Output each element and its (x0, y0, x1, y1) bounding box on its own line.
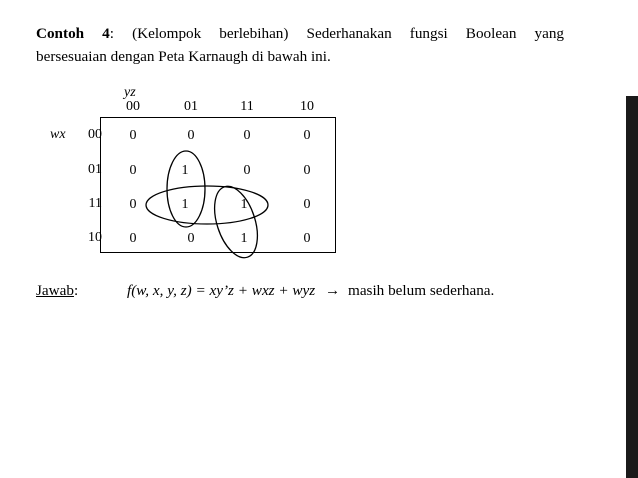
kmap-cell: 0 (129, 231, 137, 246)
kmap-cell: 1 (181, 197, 189, 212)
function-rhs: xy’z + wxz + wyz (209, 282, 316, 299)
function-lhs: f(w, x, y, z) = (127, 282, 210, 299)
row-header-10: 10 (88, 230, 102, 245)
kmap-cell: 0 (243, 128, 251, 143)
row-header-01: 01 (88, 162, 102, 177)
kmap-cell: 0 (303, 231, 311, 246)
kmap-cell: 1 (181, 163, 189, 178)
col-header-10: 10 (300, 99, 314, 114)
col-header-00: 00 (126, 99, 140, 114)
row-header-00: 00 (88, 127, 102, 142)
slide-edge-bar (626, 96, 638, 478)
kmap-cell: 0 (129, 128, 137, 143)
arrow-icon: → (325, 282, 341, 299)
example-label: Contoh 4 (36, 25, 110, 42)
kmap-cell: 0 (129, 163, 137, 178)
kmap-cell: 1 (240, 231, 248, 246)
kmap-cell: 0 (243, 163, 251, 178)
problem-statement (36, 22, 564, 68)
answer-label-text: Jawab (36, 282, 74, 299)
statement-line-1 (36, 22, 564, 45)
row-header-11: 11 (88, 196, 102, 211)
answer-label (36, 281, 78, 301)
answer-note: masih belum sederhana. (348, 282, 495, 299)
col-variable-label: yz (124, 85, 136, 100)
kmap-cell: 0 (187, 128, 195, 143)
answer-colon: : (73, 282, 79, 299)
statement-line-2: bersesuaian dengan Peta Karnaugh di bawah ini. (36, 48, 331, 65)
kmap-cell: 0 (303, 128, 311, 143)
statement-text-1: : (Kelompok berlebihan) Sederhanakan fungsi Boolean yang (109, 25, 565, 42)
kmap-cell: 0 (303, 163, 311, 178)
col-header-01: 01 (184, 99, 198, 114)
kmap-cell: 0 (187, 231, 195, 246)
answer-expression (127, 281, 494, 301)
col-header-11: 11 (240, 99, 254, 114)
kmap-cell: 0 (303, 197, 311, 212)
kmap-cell: 0 (129, 197, 137, 212)
row-variable-label: wx (50, 127, 66, 142)
kmap-cell: 1 (240, 197, 248, 212)
